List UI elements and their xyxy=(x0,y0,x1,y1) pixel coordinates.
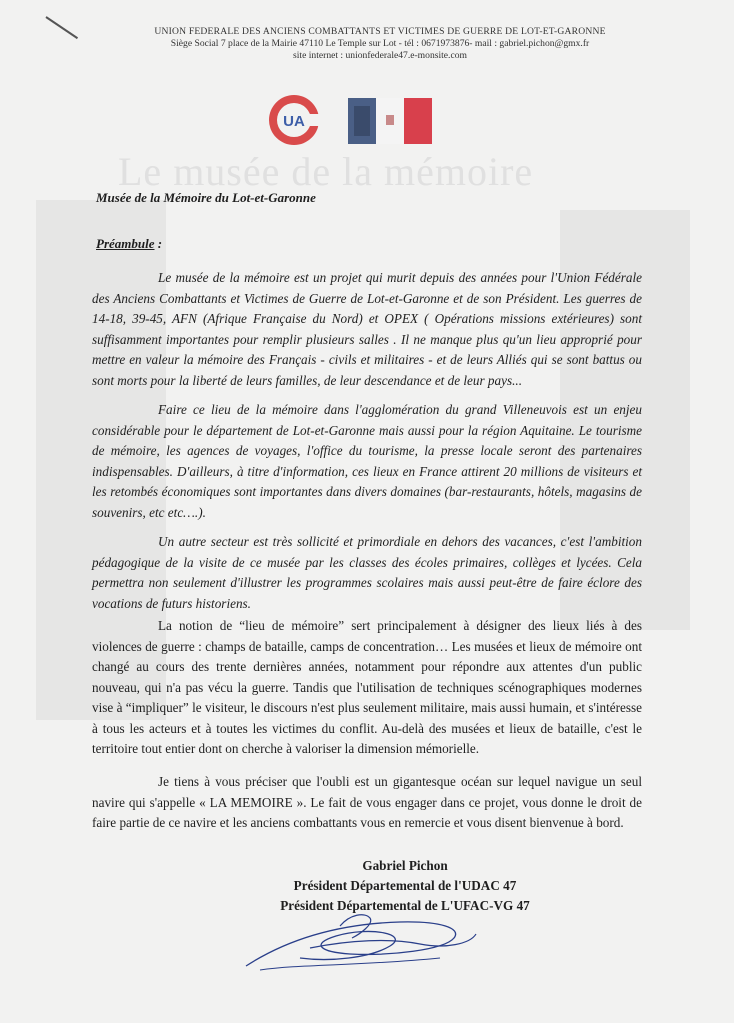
handwritten-signature xyxy=(240,904,480,976)
paragraph-1: Le musée de la mémoire est un projet qui murit depuis des années pour l'Union Fédérale des Anciens Combattants et Victimes de Guerre de Lot-et-Garonne et de son Président. Les guerres de 14-18, 39-45, AFN (Afrique Française du Nord) et OPEX ( Opérations missions extérieures) sont suffisamment importantes pour remplir plusieurs salles . Il ne manque plus qu'un lieu approprié pour mettre en valeur la mémoire des Français - civils et militaires - et de leurs Alliés qui se sont battus ou sont morts pour la liberté de leurs familles, de leur descendance et de leur pays... xyxy=(92,270,642,388)
paragraph-4: La notion de “lieu de mémoire” sert principalement à désigner des lieux liés à des violences de guerre : champs de bataille, camps de concentration… Les musées et lieux de mémoire ont changé au cours des trente dernières années, notamment pour répondre aux attentes d'un public nouveau, qui n'a pas vécu la guerre. Tandis que l'utilisation de techniques scénographiques modernes vise à “impliquer” le visiteur, le discours n'est plus seulement militaire, mais aussi humain, et s'intéresse à tous les acteurs et à toutes les victimes du conflit. Au-delà des musées et lieux de bataille, c'est le territoire tout entier dont on cherche à valoriser la dimension mémorielle. xyxy=(92,618,642,756)
letterhead xyxy=(120,26,640,62)
flag-emblem xyxy=(348,98,432,144)
signatory-role-2: Président Départemental de L'UFAC-VG 47 xyxy=(280,898,530,913)
paragraph-5: Je tiens à vous préciser que l'oubli est un gigantesque océan sur lequel navigue un seul navire qui s'appelle « LA MEMOIRE ». Le fait de vous engager dans ce projet, vous donne le droit de faire partie de ce navire et les anciens combattants vous en remercie et vous disent bienvenue à bord. xyxy=(92,774,642,830)
pen-mark xyxy=(45,16,78,39)
preamble-heading-text: Préambule xyxy=(96,236,155,251)
letterhead-address: Siège Social 7 place de la Mairie 47110 Le Temple sur Lot - tél : 0671973876- mail : gabriel.pichon@gmx.fr xyxy=(170,38,590,49)
background-heading-ghost: Le musée de la mémoire xyxy=(118,149,534,194)
paragraph-3: Un autre secteur est très sollicité et primordiale en dehors des vacances, c'est l'ambition pédagogique de la visite de ce musée par les classes des écoles primaires, collèges et lycées. Cela permettra non seulement d'illustrer les programmes scolaires mais aussi peut-être de faire éclore des vocations de futurs historiens. xyxy=(92,534,642,611)
ua-logo-text: UA xyxy=(283,113,305,130)
paragraph-2: Faire ce lieu de la mémoire dans l'agglomération du grand Villeneuvois est un enjeu considérable pour le département de Lot-et-Garonne mais aussi pour la région Aquitaine. Le tourisme de mémoire, les agences de voyages, l'office du tourisme, la presse locale seront des partenaires indispensables. D'ailleurs, à titre d'information, ces lieux en France attirent 20 millions de visiteurs et les retombés économiques sont importantes dans divers domaines (bar-restaurants, hôtels, magasins de souvenirs, etc etc….). xyxy=(92,402,642,520)
preamble-heading-colon: : xyxy=(154,236,163,251)
signatory-role-1: Président Départemental de l'UDAC 47 xyxy=(293,878,517,893)
logos xyxy=(262,88,462,152)
letterhead-site: site internet : unionfederale47.e-monsite.com xyxy=(293,50,467,61)
ua-logo xyxy=(268,94,320,146)
signatory-name: Gabriel Pichon xyxy=(362,858,448,873)
preamble-heading xyxy=(96,236,162,252)
letterhead-org: UNION FEDERALE DES ANCIENS COMBATTANTS ET VICTIMES DE GUERRE DE LOT-ET-GARONNE xyxy=(154,26,606,37)
document-title: Musée de la Mémoire du Lot-et-Garonne xyxy=(96,190,316,205)
